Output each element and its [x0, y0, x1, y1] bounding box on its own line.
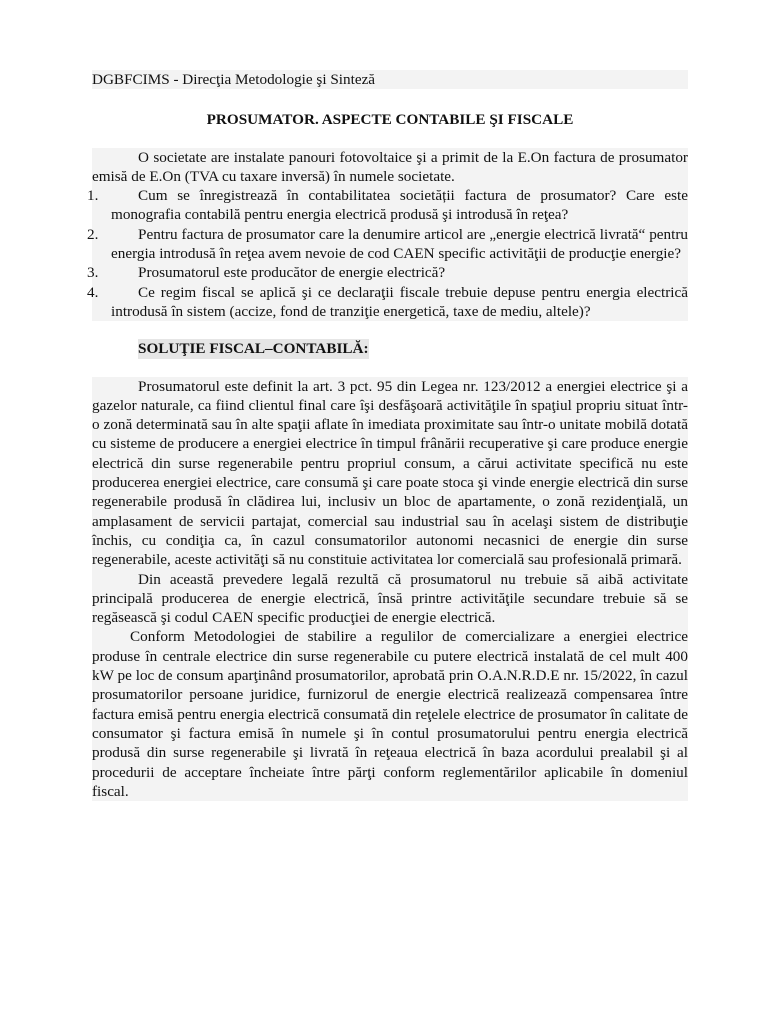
question-text: Pentru factura de prosumator care la denumire articol are „energie electrică livrată“ pentru energia introdusă în reţea avem nevoie de cod CAEN specific activităţii de producţie energie? — [111, 225, 688, 263]
question-item — [87, 186, 688, 225]
question-number: 1. — [87, 187, 99, 205]
questions-list — [87, 186, 688, 321]
body-paragraph: Prosumatorul este definit la art. 3 pct. 95 din Legea nr. 123/2012 a energiei electrice şi a gazelor naturale, ca fiind clientul final care îşi desfăşoară activităţile în spaţiul propriu situat într-o zonă determinată sau în alte spaţii aflate în imediata proximitate sau într-o unitate mobilă dotată cu sisteme de producere a energiei electrice în timpul frânării recuperative şi care produce energie electrică din surse regenerabile pentru propriul consum, a cărui activitate specifică nu este producerea energiei electrice, care consumă şi care poate stoca şi vinde energie electrică din surse regenerabile produsă în clădirea lui, inclusiv un bloc de apartamente, o zonă rezidenţială, un amplasament de servicii partajat, comercial sau industrial sau în acelaşi sistem de distribuţie închis, cu condiţia ca, în cazul consumatorilor autonomi necasnici de energie din surse regenerabile, aceste activităţi să nu constituie activitatea lor comercială sau profesională primară. — [92, 377, 688, 569]
question-text: Ce regim fiscal se aplică şi ce declaraţii fiscale trebuie depuse pentru energia electrică introdusă în sistem (accize, fond de tranziţie energetică, taxe de mediu, altele)? — [111, 283, 688, 320]
document-title: PROSUMATOR. ASPECTE CONTABILE ŞI FISCALE — [206, 111, 574, 129]
question-item — [87, 263, 688, 282]
spacer — [92, 321, 688, 339]
body-paragraph: Din această prevedere legală rezultă că prosumatorul nu trebuie să aibă activitate principală producerea de energie electrică, însă printre activităţile secundare trebuie să se regăsească şi codul CAEN specific producţiei de energie electrică. — [92, 570, 688, 627]
document-header: DGBFCIMS - Direcţia Metodologie şi Sinteză — [92, 70, 688, 89]
question-number: 3. — [87, 264, 99, 282]
solution-heading: SOLUŢIE FISCAL–CONTABILĂ: — [138, 340, 369, 358]
body-paragraph: Conform Metodologiei de stabilire a regulilor de comercializare a energiei electrice produse în centrale electrice din surse regenerabile cu putere electrică instalată de cel mult 400 kW pe loc de consum aparţinând prosumatorilor, aprobată prin O.A.N.R.D.E nr. 15/2022, în cazul prosumatorilor persoane juridice, furnizorul de energie electrică realizează compensarea între factura emisă pentru energia electrică consumată din reţelele electrice de prosumator în calitate de consumator şi factura emisă în numele şi în contul prosumatorului pentru energia electrică produsă din surse regenerabile şi livrată în reţeaua electrică în baza acordului prealabil şi al procedurii de acceptare încheiate între părţi conform reglementărilor aplicabile în domeniul fiscal. — [92, 628, 688, 800]
question-item — [87, 225, 688, 264]
spacer — [92, 359, 688, 377]
solution-body — [92, 377, 688, 802]
question-text: Cum se înregistrează în contabilitatea societății factura de prosumator? Care este monografia contabilă pentru energia electrică produsă şi introdusă în reţea? — [111, 187, 688, 224]
document-page — [87, 70, 688, 801]
question-text: Prosumatorul este producător de energie electrică? — [138, 264, 446, 282]
question-number: 2. — [87, 225, 99, 243]
spacer — [92, 130, 688, 148]
question-item — [87, 283, 688, 322]
question-number: 4. — [87, 283, 99, 301]
intro-paragraph: O societate are instalate panouri fotovoltaice şi a primit de la E.On factura de prosumator emisă de E.On (TVA cu taxare inversă) în numele societate. — [92, 148, 688, 185]
